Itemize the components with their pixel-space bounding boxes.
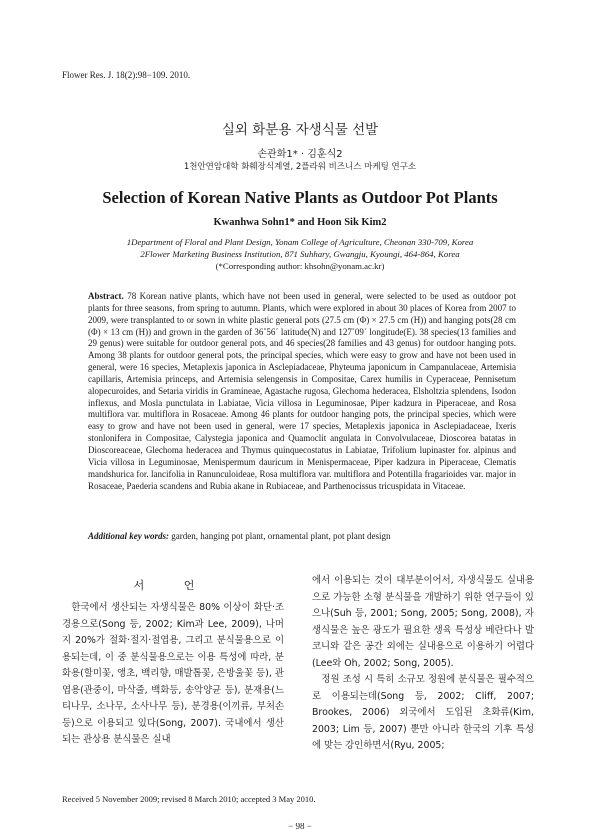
abstract-text: 78 Korean native plants, which have not been used in general, were selected to be used as outdoor pot plants for three seasons, from spring to autumn. Plants, which were explored in about 30 places of Korea from 2007 to 2009, were transplanted to or sown in white plastic general pots (27.5 cm (Φ) × 27.5 cm (H)) and hanging pots(28 cm (Φ) × 13 cm (H)) and grown in the garden of 36˚56´ latitude(N) and 127˚09´ longitude(E). 38 species(13 families and 29 genus) were suitable for outdoor general pots, and 46 species(28 families and 43 genus) for outdoor hanging pots. Among 38 plants for outdoor general pots, the principal species, which were easy to grow and have not been used in general, were 16 species, Metaplexis japonica in Asclepiadaceae, Phyteuma japonicum in Campanulaceae, Artemisia capillaris, Artemisia princeps, and Artemisia selengensis in Compositae, Carex humilis in Cyperaceae, Pennisetum alopecuroides, and Setaria viridis in Gramineae, Agastache rugosa, Glechoma hederacea, Elsholtzia splendens, Isodon inflexus, and Mosla punctulata in Labiatae, Vicia villosa in Leguminosae, Piper kadzura in Piperaceae, and Rosa multiflora var. multiflora in Rosaceae. Among 46 plants for outdoor hanging pots, the principal species, which were easy to grow and have not been used in general, were 17 species, Metaplexis japonica in Asclepiadaceae, Ixeris stonlonifera in Compositae, Calystegia japonica and Quamoclit angulata in Convolvulaceae, Dioscorea batatas in Dioscoreaceae, Glechoma hederacea and Thymus quinquecostatus in Labiatae, Trifolium lupinaster for. alpinus and Vicia villosa in Leguminosae, Menispermum dauricum in Menispermaceae, Piper kadzura in Piperaceae, Clematis mandshurica for. lancifolia in Ranunculoideae, Rosa multiflora var. multiflora and Potentilla fragarioides var. major in Rosaceae, Paederia scandens and Rubia akane in Rubiaceae, and Parthenocissus tricuspidata in Vitaceae. — [88, 291, 516, 491]
affiliation-2: 2Flower Marketing Business Institution, 871 Suhhary, Gwangju, Kyoungi, 464-864, Korea — [140, 249, 460, 259]
journal-citation: Flower Res. J. 18(2):98−109. 2010. — [62, 70, 191, 80]
affiliation-1: 1Department of Floral and Plant Design, Yonam College of Agriculture, Cheonan 330-709, Korea — [126, 237, 474, 247]
korean-title: 실외 화분용 자생식물 선발 — [221, 122, 379, 138]
abstract-label: Abstract. — [88, 291, 124, 301]
intro-paragraph-1-cont: 에서 이용되는 것이 대부분이어서, 자생식물도 실내용으로 가능한 소형 분식물을 개발하기 위한 연구들이 있으나(Suh 등, 2001; Song, 2005; Song, 2008), 자생식물은 높은 광도가 필요한 생육 특성상 베란다나 발코니와 같은 공간 외에는 실내용으로 이용하기 어렵다(Lee와 Oh, 2002; Song, 2005). — [312, 575, 534, 669]
intro-paragraph-1: 한국에서 생산되는 자생식물은 80% 이상이 화단·조경용으로(Song 등, 2002; Kim과 Lee, 2009), 나머지 20%가 절화·절지·절엽용, 그리고 분식물용으로 이용되는데, 이 중 분식물용으로는 이용 특성에 따라, 분화용(할미꽃, 앵초, 백리향, 매발톱꽃, 은방울꽃 등), 관엽용(관중이, 마삭줄, 백화등, 송악양균 등), 분재용(느티나무, 소나무, 소사나무 등), 분경용(이끼류, 부처손 등)으로 이용되고 있다(Song, 2007). 국내에서 생산되는 관상용 분식물은 실내 — [62, 602, 284, 745]
affiliation-block — [0, 236, 600, 272]
section-heading-introduction: 서 언 — [133, 579, 213, 592]
abstract — [88, 291, 516, 492]
english-title: Selection of Korean Native Plants as Outdoor Pot Plants — [102, 188, 498, 207]
korean-affiliations: 1천안연암대학 화훼장식계열, 2플라워 비즈니스 마케팅 연구소 — [183, 162, 417, 172]
page-number: − 98 − — [288, 823, 312, 830]
body-column-left — [62, 600, 284, 749]
keywords-label: Additional key words: — [88, 531, 170, 541]
body-column-right — [312, 573, 534, 755]
received-dates: Received 5 November 2009; revised 8 March 2010; accepted 3 May 2010. — [62, 794, 316, 804]
english-authors: Kwanhwa Sohn1* and Hoon Sik Kim2 — [213, 217, 387, 228]
intro-paragraph-2: 정원 조성 시 특히 소규모 정원에 분식물은 필수적으로 이용되는데(Song 등, 2002; Cliff, 2007; Brookes, 2006) 외국에서 도입된 초화류(Kim, 2003; Lim 등, 2007) 뿐만 아니라 한국의 기후 특성에 맞는 강인하면서(Ryu, 2005; — [312, 674, 534, 751]
corresponding-author: (*Corresponding author: khsohn@yonam.ac.kr) — [215, 261, 385, 271]
keywords-text: garden, hanging pot plant, ornamental plant, pot plant design — [171, 531, 391, 541]
keywords — [88, 531, 516, 541]
korean-authors: 손관화1* · 김훈식2 — [257, 149, 343, 160]
